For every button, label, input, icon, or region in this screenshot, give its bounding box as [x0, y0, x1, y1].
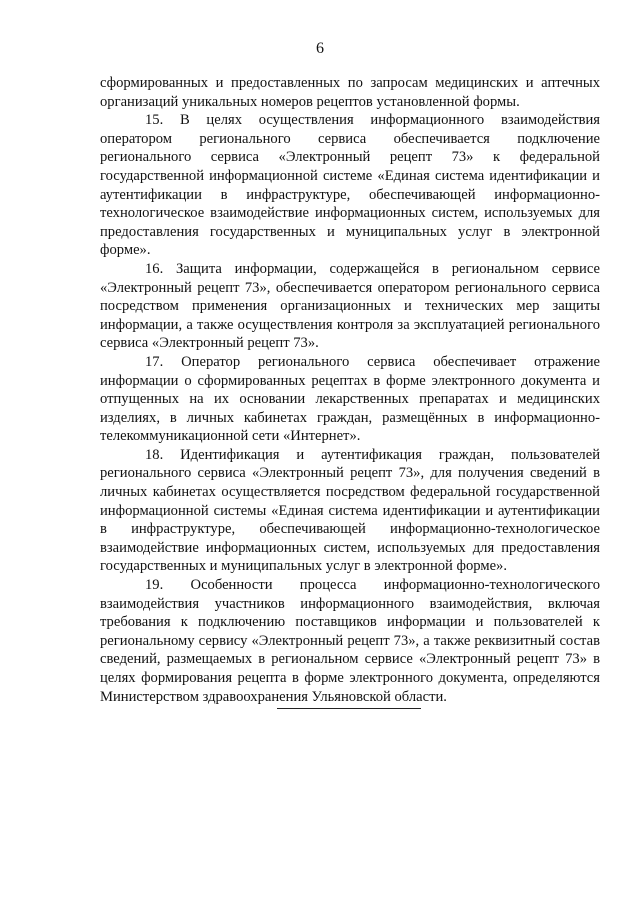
- paragraph-continuation: сформированных и предоставленных по запросам медицинских и аптечных организаций уникальных номеров рецептов установленной формы.: [100, 75, 600, 110]
- paragraph-18: 18. Идентификация и аутентификация граждан, пользователей регионального сервиса «Электронный рецепт 73», для получения сведений в личных кабинетах осуществляется посредством федеральной государственной информационной системы «Единая система идентификации и аутентификации в инфраструктуре, обеспечивающей информационно-технологическое взаимодействие информационных систем, используемых для предоставления государственных и муниципальных услуг в электронной форме».: [100, 446, 600, 575]
- paragraph-17: 17. Оператор регионального сервиса обеспечивает отражение информации о сформированных рецептах в форме электронного документа и отпущенных на их основании лекарственных препаратах и медицинских изделиях, в личных кабинетах граждан, размещённых в информационно-телекоммуникационной сети «Интернет».: [100, 353, 600, 445]
- page-number: 6: [316, 40, 324, 57]
- paragraph-16: 16. Защита информации, содержащейся в региональном сервисе «Электронный рецепт 73», обеспечивается оператором регионального сервиса посредством применения организационных и технических мер защиты информации, а также осуществления контроля за эксплуатацией регионального сервиса «Электронный рецепт 73».: [100, 260, 600, 352]
- paragraph-15: 15. В целях осуществления информационного взаимодействия оператором регионального сервиса обеспечивается подключение регионального сервиса «Электронный рецепт 73» к федеральной государственной информационной системе «Единая система идентификации и аутентификации в инфраструктуре, обеспечивающей информационно-технологическое взаимодействие информационных систем, используемых для предоставления государственных и муниципальных услуг в электронной форме».: [100, 112, 600, 259]
- paragraph-19: 19. Особенности процесса информационно-технологического взаимодействия участников информационного взаимодействия, включая требования к подключению поставщиков информации и пользователей к региональному сервису «Электронный рецепт 73», а также реквизитный состав сведений, размещаемых в региональном сервисе «Электронный рецепт 73» в целях формирования рецепта в форме электронного документа, определяются Министерством здравоохранения Ульяновской области.: [100, 577, 600, 705]
- end-of-document-rule: [277, 708, 421, 709]
- document-body: [100, 74, 600, 706]
